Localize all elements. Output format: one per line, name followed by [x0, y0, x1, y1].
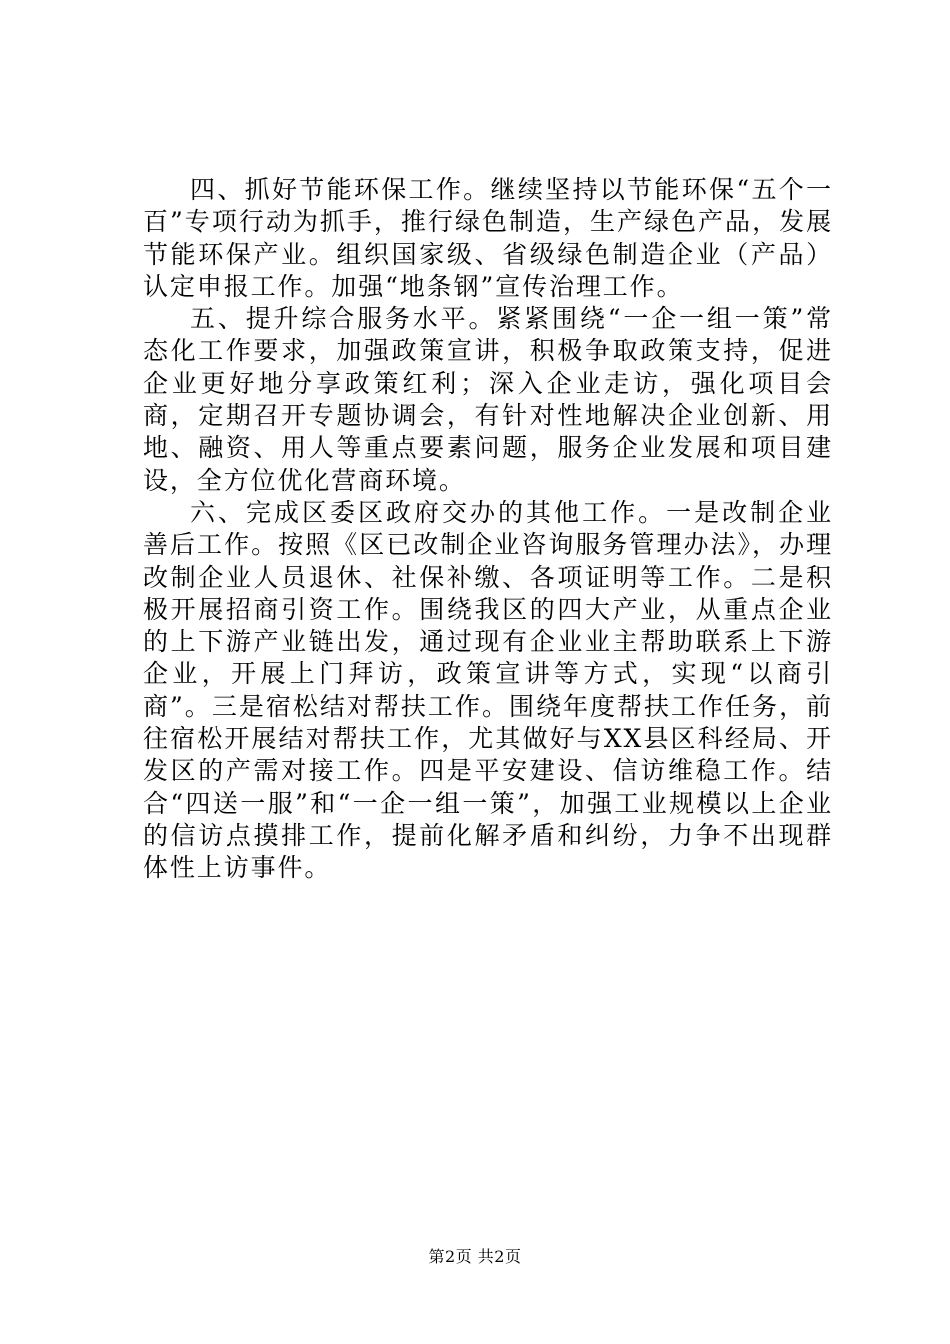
paragraph-energy-saving: 四、抓好节能环保工作。继续坚持以节能环保“五个一百”专项行动为抓手，推行绿色制造，生产绿色产品，发展节能环保产业。组织国家级、省级绿色制造企业（产品）认定申报工作。加强“地条钢”宣传治理工作。 [143, 175, 833, 301]
paragraph-other-work: 六、完成区委区政府交办的其他工作。一是改制企业善后工作。按照《区已改制企业咨询服务管理办法》，办理改制企业人员退休、社保补缴、各项证明等工作。二是积极开展招商引资工作。围绕我区的四大产业，从重点企业的上下游产业链出发，通过现有企业业主帮助联系上下游企业，开展上门拜访，政策宣讲等方式，实现“以商引商”。三是宿松结对帮扶工作。围绕年度帮扶工作任务，前往宿松开展结对帮扶工作，尤其做好与XX县区科经局、开发区的产需对接工作。四是平安建设、信访维稳工作。结合“四送一服”和“一企一组一策”，加强工业规模以上企业的信访点摸排工作，提前化解矛盾和纠纷，力争不出现群体性上访事件。 [143, 497, 833, 883]
page-footer: 第2页 共2页 [428, 1247, 522, 1266]
paragraph-service-level: 五、提升综合服务水平。紧紧围绕“一企一组一策”常态化工作要求，加强政策宣讲，积极争取政策支持，促进企业更好地分享政策红利；深入企业走访，强化项目会商，定期召开专题协调会，有针对性地解决企业创新、用地、融资、用人等重点要素问题，服务企业发展和项目建设，全方位优化营商环境。 [143, 304, 833, 495]
document-body [143, 174, 833, 885]
